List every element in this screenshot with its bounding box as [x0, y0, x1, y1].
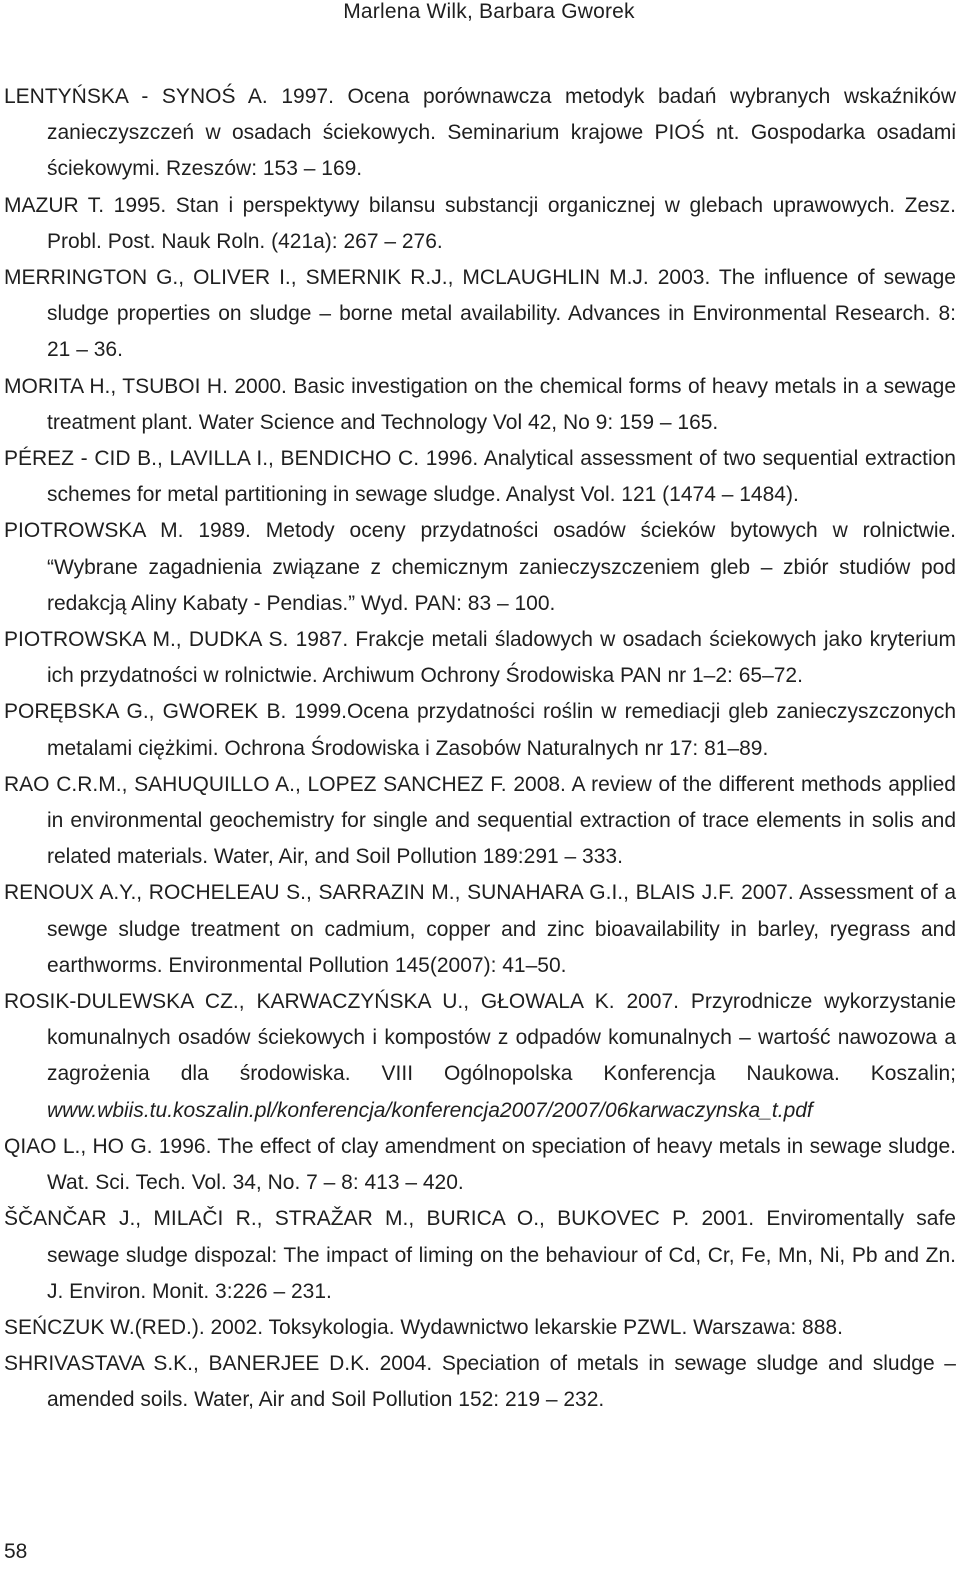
reference-entry	[4, 79, 956, 188]
page-number: 58	[4, 1540, 28, 1563]
reference-entry	[4, 441, 956, 513]
reference-entry	[4, 1129, 956, 1201]
reference-text: PÉREZ - CID B., LAVILLA I., BENDICHO C. 1996. Analytical assessment of two sequential extraction schemes for metal partitioning in sewage sludge. Analyst Vol. 121 (1474 – 1484).	[4, 447, 956, 507]
reference-entry	[4, 260, 956, 369]
reference-entry	[4, 1346, 956, 1418]
reference-list	[4, 79, 956, 1419]
reference-text: QIAO L., HO G. 1996. The effect of clay amendment on speciation of heavy metals in sewage sludge. Wat. Sci. Tech. Vol. 34, No. 7 – 8: 413 – 420.	[4, 1134, 956, 1195]
reference-entry	[4, 513, 956, 622]
reference-entry	[4, 984, 956, 1129]
reference-text: MAZUR T. 1995. Stan i perspektywy bilansu substancji organicznej w glebach uprawowych. Zesz. Probl. Post. Nauk Roln. (421a): 267 – 276.	[4, 193, 956, 253]
reference-entry	[4, 188, 956, 260]
reference-text: SHRIVASTAVA S.K., BANERJEE D.K. 2004. Speciation of metals in sewage sludge and sludge – amended soils. Water, Air and Soil Pollution 152: 219 – 232.	[4, 1352, 956, 1412]
reference-entry	[4, 622, 956, 694]
reference-text: LENTYŃSKA - SYNOŚ A. 1997. Ocena porównawcza metodyk badań wybranych wskaźników zanieczyszczeń w osadach ściekowych. Seminarium krajowe PIOŚ nt. Gospodarka osadami ściekowymi. Rzeszów: 153 – 169.	[4, 85, 956, 181]
reference-text: MORITA H., TSUBOI H. 2000. Basic investigation on the chemical forms of heavy metals in a sewage treatment plant. Water Science and Technology Vol 42, No 9: 159 – 165.	[4, 374, 956, 434]
reference-text: RAO C.R.M., SAHUQUILLO A., LOPEZ SANCHEZ F. 2008. A review of the different methods applied in environmental geochemistry for single and sequential extraction of trace elements in solis and related materials. Water, Air, and Soil Pollution 189:291 – 333.	[4, 772, 956, 869]
reference-text: ROSIK-DULEWSKA CZ., KARWACZYŃSKA U., GŁOWALA K. 2007. Przyrodnicze wykorzystanie komunalnych osadów ściekowych i kompostów z odpadów komunalnych – wartość nawozowa a zagrożenia dla środowiska. VIII Ogólnopolska Konferencja Naukowa. Koszalin;	[4, 990, 956, 1086]
reference-entry	[4, 1201, 956, 1310]
reference-text: RENOUX A.Y., ROCHELEAU S., SARRAZIN M., SUNAHARA G.I., BLAIS J.F. 2007. Assessment of a sewge sludge treatment on cadmium, copper and zinc bioavailability in barley, ryegrass and earthworms. Environmental Pollution 145(2007): 41–50.	[4, 881, 956, 977]
reference-entry	[4, 694, 956, 766]
running-header: Marlena Wilk, Barbara Gworek	[343, 0, 635, 23]
reference-entry	[4, 875, 956, 984]
reference-text: MERRINGTON G., OLIVER I., SMERNIK R.J., MCLAUGHLIN M.J. 2003. The influence of sewage sludge properties on sludge – borne metal availability. Advances in Environmental Research. 8: 21 – 36.	[4, 266, 956, 362]
reference-text: ŠČANČAR J., MILAČI R., STRAŽAR M., BURICA O., BUKOVEC P. 2001. Enviromentally safe sewage sludge dispozal: The impact of liming on the behaviour of Cd, Cr, Fe, Mn, Ni, Pb and Zn. J. Environ. Monit. 3:226 – 231.	[4, 1207, 956, 1303]
reference-entry	[4, 767, 956, 876]
reference-text: SEŃCZUK W.(RED.). 2002. Toksykologia. Wydawnictwo lekarskie PZWL. Warszawa: 888.	[4, 1315, 843, 1339]
reference-entry	[4, 1310, 956, 1346]
reference-text: PORĘBSKA G., GWOREK B. 1999.Ocena przydatności roślin w remediacji gleb zanieczyszczonych metalami ciężkimi. Ochrona Środowiska i Zasobów Naturalnych nr 17: 81–89.	[4, 700, 956, 760]
reference-entry	[4, 369, 956, 441]
reference-text: PIOTROWSKA M., DUDKA S. 1987. Frakcje metali śladowych w osadach ściekowych jako kryterium ich przydatności w rolnictwie. Archiwum Ochrony Środowiska PAN nr 1–2: 65–72.	[4, 628, 956, 688]
reference-url-link[interactable]: www.wbiis.tu.koszalin.pl/konferencja/konferencja2007/2007/06karwaczynska_t.pdf	[47, 1098, 813, 1122]
reference-text: PIOTROWSKA M. 1989. Metody oceny przydatności osadów ścieków bytowych w rolnictwie. “Wybrane zagadnienia związane z chemicznym zanieczyszczeniem gleb – zbiór studiów pod redakcją Aliny Kabaty - Pendias.” Wyd. PAN: 83 – 100.	[4, 519, 956, 615]
